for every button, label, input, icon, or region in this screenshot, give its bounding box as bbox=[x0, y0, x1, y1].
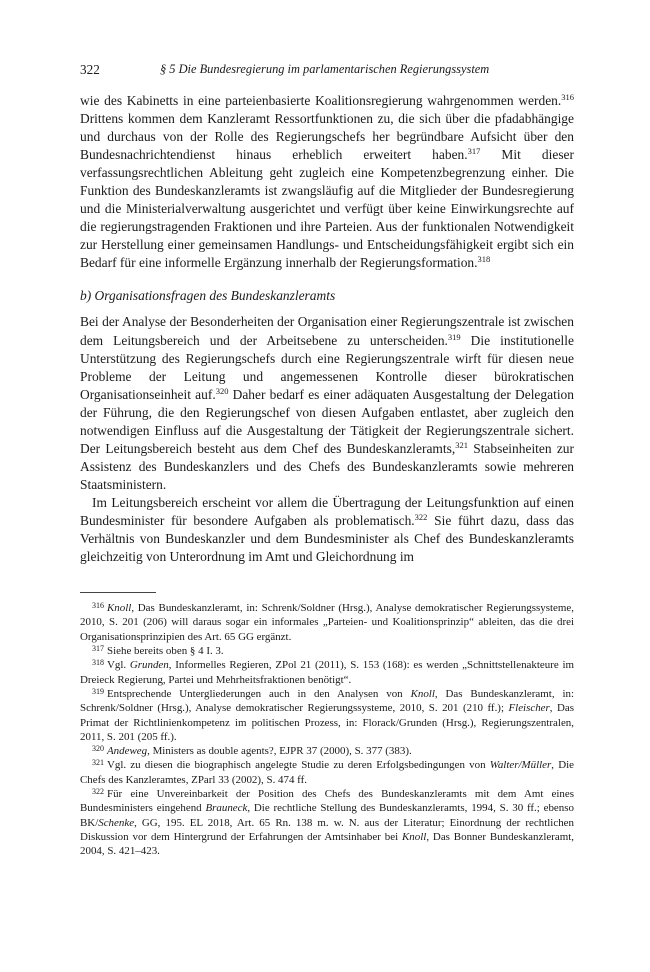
footnote-number: 317 bbox=[92, 644, 104, 654]
paragraph bbox=[80, 92, 574, 272]
footnote-ref[interactable]: 321 bbox=[455, 439, 468, 450]
footnote-322 bbox=[80, 787, 574, 858]
footnote-317 bbox=[80, 644, 574, 658]
footnote-divider bbox=[80, 592, 156, 593]
footnote-ref[interactable]: 317 bbox=[467, 146, 481, 157]
footnote-ref[interactable]: 316 bbox=[561, 92, 574, 102]
footnote-text: , Die Chefs des Kanzleramtes, ZParl 33 (2002), S. 474 ff. bbox=[80, 759, 574, 786]
footnote-316 bbox=[80, 601, 574, 644]
footnote-number: 320 bbox=[92, 744, 104, 754]
footnote-text: Entsprechende Untergliederungen auch in den Analysen von bbox=[107, 687, 411, 700]
author-name: Andeweg bbox=[107, 745, 148, 758]
footnote-text: Für eine Unvereinbarkeit der Position des Chefs des Bundeskanzleramts mit dem Amt eines Bundesministers eingehend bbox=[80, 787, 574, 815]
footnote-ref[interactable]: 319 bbox=[447, 331, 461, 342]
footnote-320 bbox=[80, 744, 574, 758]
footnote-text: Vgl. zu diesen die biographisch angelegte Studie zu deren Erfolgsbedingungen von bbox=[107, 759, 490, 772]
main-text bbox=[80, 92, 574, 566]
footnote-ref[interactable]: 320 bbox=[215, 385, 229, 396]
footnote-number: 322 bbox=[92, 786, 104, 796]
text-run: Sie führt dazu, dass das Verhältnis von Bundeskanzler und dem Bundesminister als Chef des Bundeskanzleramts gleichzeitig von Unterordnung im Amt und Gleichordnung im bbox=[80, 512, 574, 565]
running-title: § 5 Die Bundesregierung im parlamentarischen Regierungssystem bbox=[160, 62, 490, 76]
footnote-text: , Ministers as double agents?, EJPR 37 (2000), S. 377 (383). bbox=[147, 745, 412, 758]
footnote-text: , Die rechtliche Stellung des Bundeskanzleramts, 1994, S. 30 ff.; ebenso BK/ bbox=[80, 802, 574, 829]
author-name: Walter/Müller bbox=[489, 759, 552, 772]
author-name: Knoll bbox=[107, 602, 132, 615]
author-name: Grunden bbox=[129, 659, 169, 672]
author-name: Brauneck bbox=[205, 802, 248, 815]
footnote-number: 319 bbox=[92, 686, 104, 696]
footnote-text: , GG, 195. EL 2018, Art. 65 Rn. 138 m. w. N. aus der Literatur; Einordnung der rechtlichen Diskussion vor dem Hintergrund der Erfahrungen der Amtsinhaber bei bbox=[80, 816, 574, 843]
section-heading: b) Organisationsfragen des Bundeskanzleramts bbox=[80, 288, 336, 304]
footnote-number: 321 bbox=[92, 758, 104, 768]
paragraph bbox=[80, 313, 574, 493]
paragraph bbox=[80, 494, 574, 566]
text-run: Stabseinheiten zur Assistenz des Bundeskanzlers und des Chefs des Bundeskanzleramts sowie mehreren Staatsministern. bbox=[80, 440, 575, 492]
book-page bbox=[80, 62, 574, 858]
author-name: Schenke bbox=[98, 816, 135, 829]
text-run: Bei der Analyse der Besonderheiten der Organisation einer Regierungszentrale ist zwischen dem Leitungsbereich und der Arbeitsebene zu unterscheiden. bbox=[80, 314, 574, 348]
footnote-text: , Das Bonner Bundeskanzleramt, 2004, S. 421–423. bbox=[80, 830, 575, 858]
footnote-text: , Informelles Regieren, ZPol 21 (2011), S. 153 (168): es werden „Schnittstellenakteure im Dreieck Regierung, Partei und Mehrheitsfraktionen benötigt“. bbox=[80, 659, 574, 686]
text-run: wie des Kabinetts in eine parteienbasierte Koalitionsregierung wahrgenommen werden. bbox=[80, 93, 562, 108]
page-number: 322 bbox=[80, 62, 100, 77]
footnote-319 bbox=[80, 687, 574, 744]
text-run: Drittens kommen dem Kanzleramt Ressortfunktionen zu, die sich über die pfadabhängige und durchaus von der Rolle des Regierungschefs her begründbare Aufsicht über den Bundesnachrichtendienst hinaus erheblich erweitert haben. bbox=[80, 111, 574, 163]
footnotes bbox=[80, 601, 574, 858]
author-name: Knoll bbox=[410, 687, 435, 700]
text-run: Mit dieser verfassungsrechtlichen Ableitung geht zugleich eine Kompetenzbegrenzung einher. Die Funktion des Bundeskanzleramts ist zwangsläufig auf die Mitglieder der Bundesregierung und die Ministerialverwaltung ausgerichtet und verfügt über keine Einwirkungsrechte auf die regierungstragenden Fraktionen und ihre Parteien. Aus der funktionalen Notwendigkeit zur Herstellung einer gemeinsamen Handlungs- und Entscheidungsfähigkeit ergibt sich ein Bedarf für eine informelle Ergänzung innerhalb der Regierungsformation. bbox=[80, 147, 574, 271]
footnote-number: 316 bbox=[92, 601, 104, 611]
footnote-text: , Das Bundeskanzleramt, in: Schrenk/Soldner (Hrsg.), Analyse demokratischer Regierungssysteme, 2010, S. 201 (210 ff.); bbox=[80, 687, 575, 715]
footnote-318 bbox=[80, 658, 574, 687]
footnote-text: , Das Bundeskanzleramt, in: Schrenk/Soldner (Hrsg.), Analyse demokratischer Regierungssysteme, 2010, S. 201 (206) will daraus sogar ein informales „Parteien- und Koalitionsprinzip“ ableiten, das die drei Organisationsprinzipien des Art. 65 GG ergänzt. bbox=[80, 602, 574, 643]
text-run: Daher bedarf es einer adäquaten Ausgestaltung der Delegation der Führung, die den Regierungschef von diesen Aufgaben entlastet, aber zugleich den notwendigen Einfluss auf die Ausgestaltung der Tätigkeit der Regierungszentrale sichert. Der Leitungsbereich besteht aus dem Chef des Bundeskanzleramts, bbox=[80, 386, 574, 456]
footnote-text: Vgl. bbox=[107, 659, 130, 672]
footnote-ref[interactable]: 322 bbox=[414, 511, 428, 522]
text-run: Im Leitungsbereich erscheint vor allem die Übertragung der Leitungsfunktion auf einen Bundesminister für besondere Aufgaben als problematisch. bbox=[80, 494, 574, 528]
footnote-number: 318 bbox=[92, 658, 104, 668]
footnote-ref[interactable]: 318 bbox=[477, 254, 491, 265]
footnote-text: Siehe bereits oben § 4 I. 3. bbox=[107, 645, 224, 658]
footnote-321 bbox=[80, 758, 574, 787]
page-header bbox=[80, 62, 574, 82]
footnote-text: , Das Primat der Richtlinienkompetenz im politischen Prozess, in: Florack/Grunden (Hrsg.), Regierungszentralen, 2011, S. 201 (205 ff.). bbox=[80, 702, 574, 743]
author-name: Fleischer bbox=[508, 702, 550, 715]
text-run: Die institutionelle Unterstützung des Regierungschefs durch eine Regierungszentrale wirft für diesen neue Probleme der Leitung und angemessenen Kontrolle dieser bürokratischen Organisationseinheit auf. bbox=[80, 332, 574, 402]
author-name: Knoll bbox=[402, 830, 427, 843]
